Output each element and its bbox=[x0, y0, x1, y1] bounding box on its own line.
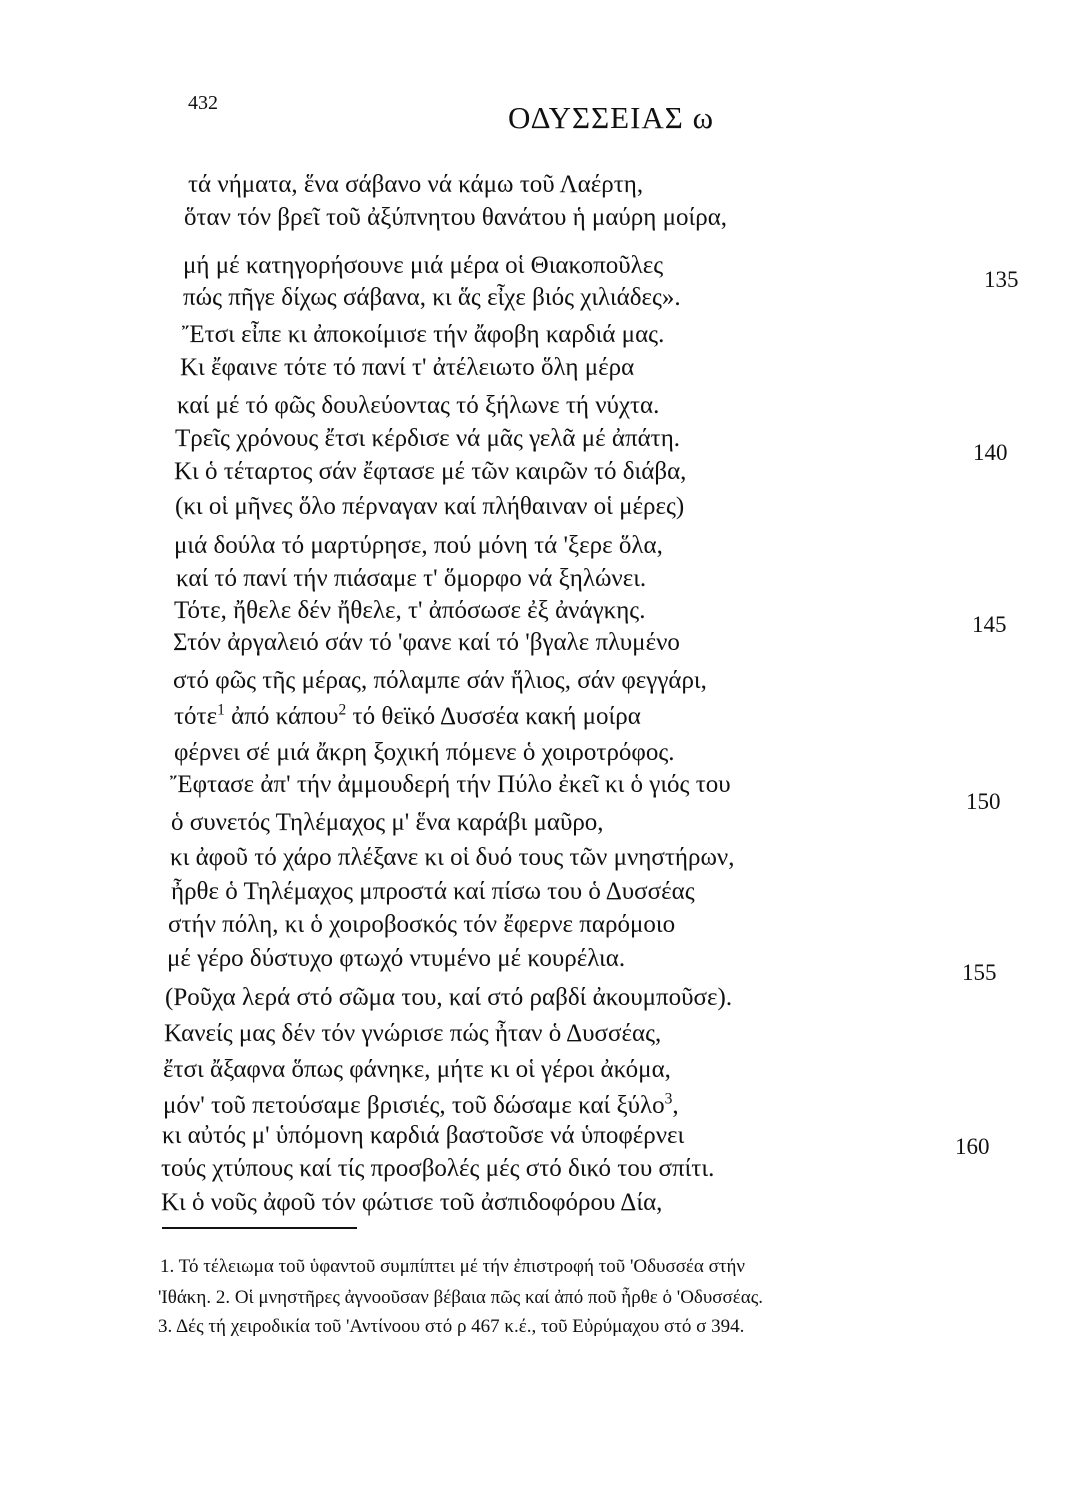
verse-line: κι ἀφοῦ τό χάρο πλέξανε κι οἱ δυό τους τῶν μνηστήρων, bbox=[170, 844, 735, 871]
verse-line: Στόν ἀργαλειό σάν τό 'φανε καί τό 'βγαλε πλυμένο bbox=[173, 629, 680, 656]
verse-line: ὅταν τόν βρεῖ τοῦ ἀξύπνητου θανάτου ἡ μαύρη μοίρα, bbox=[184, 204, 728, 231]
verse-line: κι αὐτός μ' ὑπόμονη καρδιά βαστοῦσε νά ὑποφέρνει bbox=[162, 1122, 685, 1149]
verse-line: Τρεῖς χρόνους ἔτσι κέρδισε νά μᾶς γελᾶ μέ ἀπάτη. bbox=[175, 425, 681, 452]
line-number: 160 bbox=[955, 1134, 990, 1159]
line-number: 155 bbox=[962, 960, 997, 985]
verse-text: τότε bbox=[174, 703, 218, 730]
footnote-separator bbox=[162, 1227, 357, 1229]
line-number: 135 bbox=[984, 267, 1019, 292]
verse-line: μή μέ κατηγορήσουνε μιά μέρα οἱ Θιακοποῦλες bbox=[183, 252, 664, 279]
verse-line: Κι ὁ τέταρτος σάν ἔφτασε μέ τῶν καιρῶν τό διάβα, bbox=[174, 458, 687, 485]
verse-line: Ἔφτασε ἀπ' τήν ἀμμουδερή τήν Πύλο ἐκεῖ κι ὁ γιός του bbox=[170, 771, 731, 798]
verse-line: ἦρθε ὁ Τηλέμαχος μπροστά καί πίσω του ὁ Δυσσέας bbox=[171, 878, 695, 905]
verse-line: τά νήματα, ἕνα σάβανο νά κάμω τοῦ Λαέρτη, bbox=[188, 171, 644, 198]
page-number: 432 bbox=[188, 92, 218, 114]
line-number: 150 bbox=[966, 789, 1001, 814]
verse-text: μόν' τοῦ πετούσαμε βρισιές, τοῦ δώσαμε καί ξύλο bbox=[163, 1092, 665, 1119]
verse-line: φέρνει σέ μιά ἄκρη ξοχική πόμενε ὁ χοιροτρόφος. bbox=[174, 739, 675, 766]
running-title: ΟΔΥΣΣΕΙΑΣ ω bbox=[508, 100, 714, 135]
verse-line: Ἔτσι εἶπε κι ἀποκοίμισε τήν ἄφοβη καρδιά μας. bbox=[182, 321, 665, 348]
footnote-line: 1. Τό τέλειωμα τοῦ ὑφαντοῦ συμπίπτει μέ τήν ἐπιστροφή τοῦ 'Οδυσσέα στήν bbox=[160, 1256, 746, 1277]
footnote-ref-2: 2 bbox=[338, 701, 347, 719]
verse-line: ἔτσι ἄξαφνα ὅπως φάνηκε, μήτε κι οἱ γέροι ἀκόμα, bbox=[163, 1056, 671, 1083]
footnote-line: 3. Δές τή χειροδικία τοῦ 'Αντίνοου στό ρ 467 κ.έ., τοῦ Εὐρύμαχου στό σ 394. bbox=[158, 1316, 745, 1337]
verse-line: ὁ συνετός Τηλέμαχος μ' ἕνα καράβι μαῦρο, bbox=[171, 809, 604, 836]
verse-line: Κι ὁ νοῦς ἀφοῦ τόν φώτισε τοῦ ἀσπιδοφόρου Δία, bbox=[161, 1189, 663, 1216]
verse-line: μέ γέρο δύστυχο φτωχό ντυμένο μέ κουρέλια. bbox=[167, 945, 626, 972]
verse-line: πώς πῆγε δίχως σάβανα, κι ἅς εἶχε βιός χιλιάδες». bbox=[183, 284, 681, 311]
verse-text: ἀπό κάπου bbox=[224, 703, 339, 730]
verse-line: μιά δούλα τό μαρτύρησε, πού μόνη τά 'ξερε ὅλα, bbox=[174, 532, 663, 559]
footnote-ref-1: 1 bbox=[217, 701, 225, 719]
verse-text: τό θεϊκό Δυσσέα κακή μοίρα bbox=[346, 703, 641, 730]
verse-line: (Ροῦχα λερά στό σῶμα του, καί στό ραβδί ἀκουμποῦσε). bbox=[165, 984, 733, 1011]
line-number: 145 bbox=[972, 612, 1007, 637]
verse-line-with-notes bbox=[163, 1090, 679, 1119]
verse-line: στήν πόλη, κι ὁ χοιροβοσκός τόν ἔφερνε παρόμοιο bbox=[168, 911, 676, 938]
footnote-line: 'Ιθάκη. 2. Οἱ μνηστῆρες ἀγνοοῦσαν βέβαια πῶς καί ἀπό ποῦ ἦρθε ὁ 'Οδυσσέας. bbox=[158, 1287, 763, 1308]
verse-line: Κι ἔφαινε τότε τό πανί τ' ἀτέλειωτο ὅλη μέρα bbox=[180, 354, 635, 381]
verse-line: καί τό πανί τήν πιάσαμε τ' ὅμορφο νά ξηλώνει. bbox=[176, 565, 647, 592]
verse-line: καί μέ τό φῶς δουλεύοντας τό ξήλωνε τή νύχτα. bbox=[177, 392, 660, 419]
verse-line-with-notes bbox=[174, 701, 641, 730]
line-number: 140 bbox=[973, 440, 1008, 465]
footnote-ref-3: 3 bbox=[664, 1090, 673, 1108]
verse-line: Κανείς μας δέν τόν γνώρισε πώς ἦταν ὁ Δυσσέας, bbox=[164, 1020, 662, 1047]
verse-line: (κι οἱ μῆνες ὅλο πέρναγαν καί πλήθαιναν οἱ μέρες) bbox=[175, 493, 685, 520]
verse-line: τούς χτύπους καί τίς προσβολές μές στό δικό του σπίτι. bbox=[161, 1155, 715, 1182]
verse-line: Τότε, ἤθελε δέν ἤθελε, τ' ἀπόσωσε ἐξ ἀνάγκης. bbox=[174, 597, 646, 624]
verse-text: , bbox=[672, 1092, 679, 1119]
verse-line: στό φῶς τῆς μέρας, πόλαμπε σάν ἥλιος, σάν φεγγάρι, bbox=[173, 667, 707, 694]
